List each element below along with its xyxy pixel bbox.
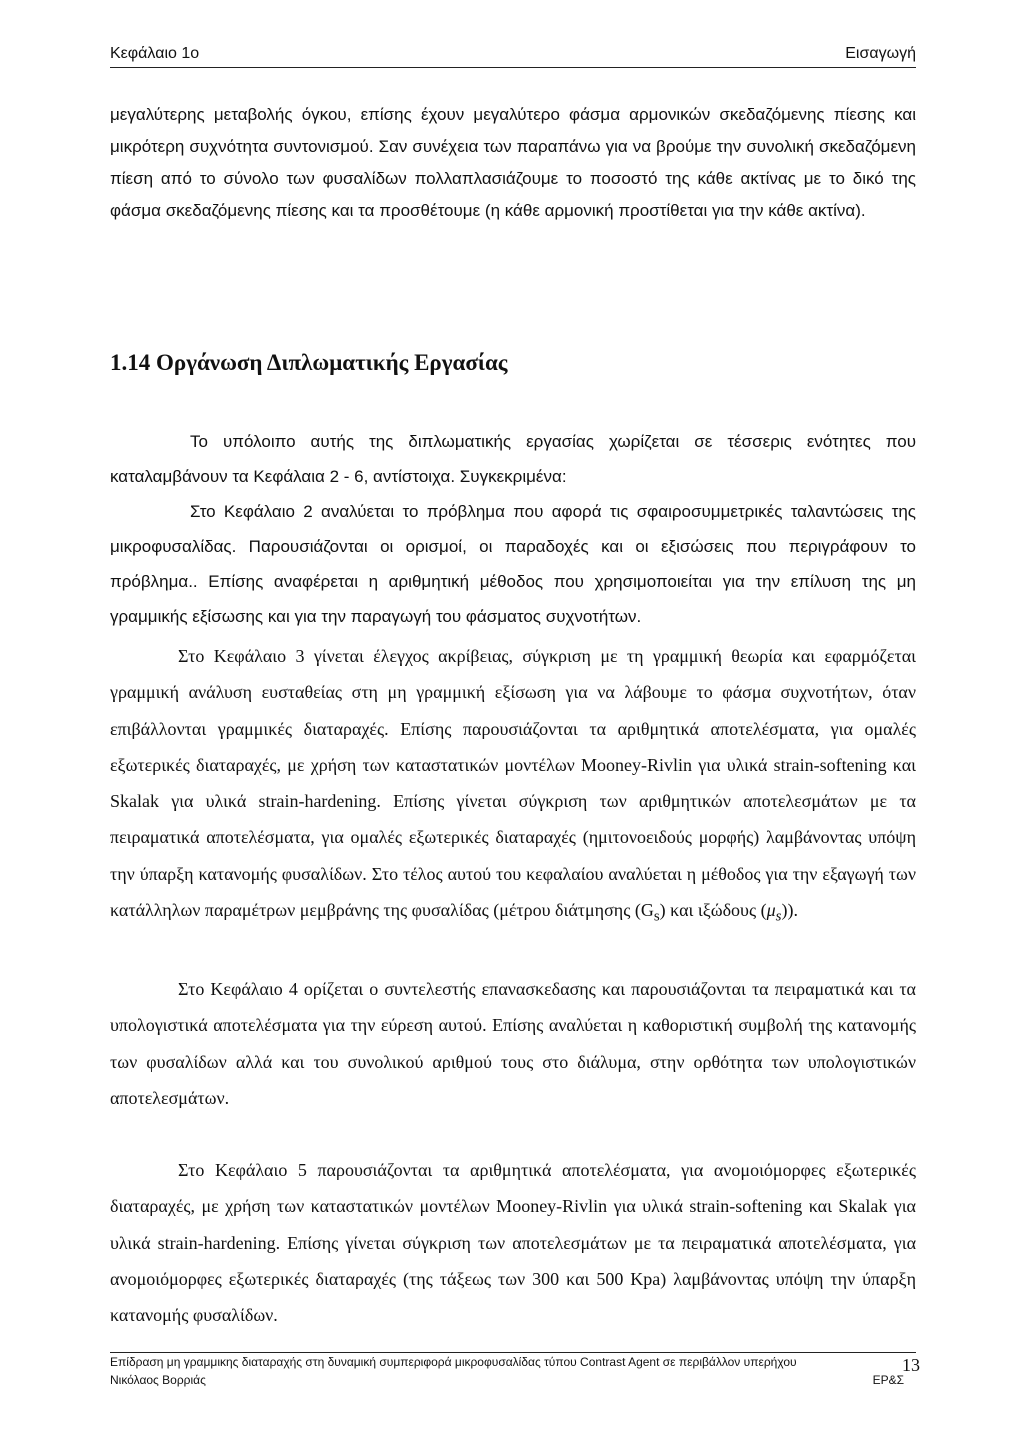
mu-symbol: $\mu_s$ bbox=[766, 900, 782, 925]
chapter2-paragraph: Στο Κεφάλαιο 2 αναλύεται το πρόβλημα που αφορά τις σφαιροσυμμετρικές ταλαντώσεις της μικροφυσαλίδας. Παρουσιάζονται οι ορισμοί, οι παραδοχές και οι εξισώσεις που περιγράφουν το πρόβλημα.. Επίσης αναφέρεται η αριθμητική μέθοδος που χρησιμοποιείται για την επίλυση της μη γραμμικής εξίσωσης και για την παραγωγή του φάσματος συχνοτήτων. bbox=[110, 502, 916, 626]
section-intro-paragraph: Το υπόλοιπο αυτής της διπλωματικής εργασίας χωρίζεται σε τέσσερις ενότητες που καταλαμβάνουν τα Κεφάλαια 2 - 6, αντίστοιχα. Συγκεκριμένα: bbox=[110, 432, 916, 486]
intro-paragraph: μεγαλύτερης μεταβολής όγκου, επίσης έχουν μεγαλύτερο φάσμα αρμονικών σκεδαζόμενης πίεσης και μικρότερη συχνότητα συντονισμού. Σαν συνέχεια των παραπάνω για να βρούμε την συνολική σκεδαζόμενη πίεση από το σύνολο των φυσαλίδων πολλαπλασιάζουμε το ποσοστό της κάθε ακτίνας με το δικό της φάσμα σκεδαζόμενης πίεσης και τα προσθέτουμε (η κάθε αρμονική προστίθεται για την κάθε ακτίνα). bbox=[110, 105, 916, 220]
chapter3-subscript: s bbox=[653, 908, 660, 925]
chapter-descriptions bbox=[110, 638, 916, 1334]
chapter3-paragraph bbox=[110, 638, 916, 935]
chapter3-end: )). bbox=[781, 900, 798, 921]
footer-department: ΕΡ&Σ bbox=[872, 1373, 904, 1387]
chapter3-mid: ) και ιξώδους ( bbox=[659, 900, 767, 921]
header-chapter: Κεφάλαιο 1ο bbox=[110, 45, 200, 62]
chapter5-paragraph: Στο Κεφάλαιο 5 παρουσιάζονται τα αριθμητικά αποτελέσματα, για ανομοιόμορφες εξωτερικές διαταραχές, με χρήση των καταστατικών μοντέλων Mooney-Rivlin για υλικά strain-softening και Skalak για υλικά strain-hardening. Επίσης γίνεται σύγκριση των αποτελεσμάτων με τα πειραματικά αποτελέσματα, για ανομοιόμορφες εξωτερικές διαταραχές (της τάξεως των 300 και 500 Kpa) λαμβάνοντας υπόψη την ύπαρξη κατανομής φυσαλίδων. bbox=[110, 1160, 916, 1326]
footer-thesis-title: Επίδραση μη γραμμικης διαταραχής στη δυναμική συμπεριφορά μικροφυσαλίδας τύπου Contrast Agent σε περιβάλλον υπερήχου bbox=[110, 1355, 797, 1369]
chapter3-text: Στο Κεφάλαιο 3 γίνεται έλεγχος ακρίβειας, σύγκριση με τη γραμμική θεωρία και εφαρμόζεται γραμμική ανάλυση ευσταθείας στη μη γραμμική εξίσωση για να λάβουμε το φάσμα συχνοτήτων, όταν επιβάλλονται γραμμικές διαταραχές. Επίσης παρουσιάζονται τα αριθμητικά αποτελέσματα, για ομαλές εξωτερικές διαταραχές, με χρήση των καταστατικών μοντέλων Mooney-Rivlin για υλικά strain-softening και Skalak για υλικά strain-hardening. Επίσης γίνεται σύγκριση των αριθμητικών αποτελεσμάτων με τα πειραματικά αποτελέσματα, για ομαλές εξωτερικές διαταραχές (ημιτονοειδούς μορφής) λαμβάνοντας υπόψη την ύπαρξη κατανομής φυσαλίδων. Στο τέλος αυτού του κεφαλαίου αναλύεται η μέθοδος για την εξαγωγή των κατάλληλων παραμέτρων μεμβράνης της φυσαλίδας (μέτρου διάτμησης (G bbox=[110, 646, 916, 921]
section-heading: 1.14 Οργάνωση Διπλωματικής Εργασίας bbox=[110, 350, 508, 375]
header-section: Εισαγωγή bbox=[845, 45, 916, 62]
section-overview bbox=[110, 424, 916, 634]
page-header bbox=[110, 44, 916, 68]
page-number: 13 bbox=[902, 1355, 920, 1375]
page-footer bbox=[110, 1352, 920, 1389]
chapter4-paragraph: Στο Κεφάλαιο 4 ορίζεται ο συντελεστής επανασκεδασης και παρουσιάζονται τα πειραματικά και τα υπολογιστικά αποτελέσματα για την εύρεση αυτού. Επίσης αναλύεται η καθοριστική συμβολή της κατανομής των φυσαλίδων αλλά και του συνολικού αριθμού τους στο διάλυμα, στην ορθότητα των υπολογιστικών αποτελεσμάτων. bbox=[110, 978, 916, 1108]
footer-author: Νικόλαος Βορριάς bbox=[110, 1373, 206, 1387]
